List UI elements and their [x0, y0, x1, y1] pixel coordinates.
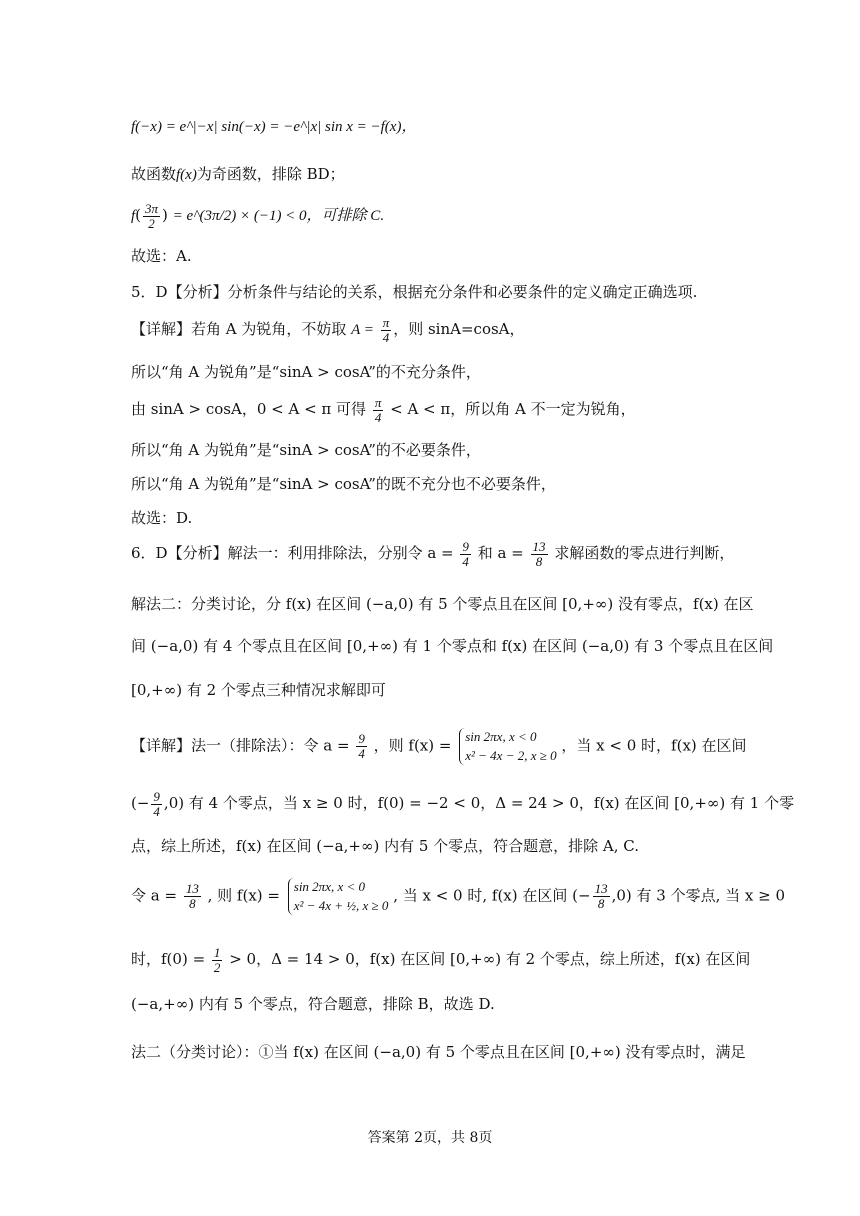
line-5: 5．D【分析】分析条件与结论的关系，根据充分条件和必要条件的定义确定正确选项.: [131, 283, 698, 301]
line-12: 6．D【分析】解法一：利用排除法，分别令 a = $\frac{9}{4}$ 和 a = $\frac{13}{8}$ 求解函数的零点进行判断，: [131, 539, 735, 569]
line-15: [0,+∞) 有 2 个零点三种情况求解即可: [131, 681, 386, 699]
page-footer: 答案第 2页，共 8页: [367, 1130, 493, 1146]
line-21: (−a,+∞) 内有 5 个零点，符合题意，排除 B，故选 D.: [131, 995, 495, 1013]
line-9: 所以“角 A 为锐角”是“sinA > cosA”的不必要条件，: [131, 441, 481, 459]
fraction: $\frac{\pi}{4}$: [382, 315, 390, 345]
line-3: f( $\frac{3\pi}{2}$ ) = e^(3π/2) × (−1) < 0，可排除 C.: [131, 201, 385, 231]
line-6: 【详解】若角 A 为锐角，不妨取 A = $\frac{\pi}{4}$ ，则 sinA=cosA，: [131, 315, 525, 345]
piecewise-function: sin 2πx, x < 0 x² − 4x + ½, x ≥ 0: [288, 878, 389, 915]
fraction: $\frac{1}{2}$: [213, 945, 221, 975]
fraction: $\frac{9}{4}$: [462, 539, 469, 569]
line-4: 故选：A.: [131, 247, 192, 265]
line-13: 解法二：分类讨论，分 f(x) 在区间 (−a,0) 有 5 个零点且在区间 [0,+∞) 没有零点，f(x) 在区: [131, 595, 754, 613]
line-18: 点，综上所述，f(x) 在区间 (−a,+∞) 内有 5 个零点，符合题意，排除 A, C.: [131, 837, 639, 855]
line-22: 法二（分类讨论）：①当 f(x) 在区间 (−a,0) 有 5 个零点且在区间 [0,+∞) 没有零点时，满足: [131, 1043, 746, 1061]
line-20: 时，f(0) = $\frac{1}{2}$ > 0，Δ = 14 > 0，f(x) 在区间 [0,+∞) 有 2 个零点，综上所述，f(x) 在区间: [131, 945, 751, 975]
line-17: (− $\frac{9}{4}$ ,0) 有 4 个零点，当 x ≥ 0 时，f(0) = −2 < 0，Δ = 24 > 0，f(x) 在区间 [0,+∞) 有 1 个零: [131, 789, 795, 819]
fraction: $\frac{\pi}{4}$: [374, 395, 382, 425]
line-16: 【详解】法一（排除法）：令 a = $\frac{9}{4}$ ，则 f(x) = sin 2πx, x < 0 x² − 4x − 2, x ≥ 0 ，当 x < 0 时，f(x) 在区间: [131, 728, 747, 765]
line-2: 故函数f(x)为奇函数，排除 BD；: [131, 165, 345, 183]
line-10: 所以“角 A 为锐角”是“sinA > cosA”的既不充分也不必要条件，: [131, 475, 556, 493]
line-11: 故选：D.: [131, 509, 193, 527]
fraction: $\frac{13}{8}$: [532, 539, 546, 569]
piecewise-function: sin 2πx, x < 0 x² − 4x − 2, x ≥ 0: [459, 728, 556, 765]
line-8: 由 sinA > cosA，0 < A < π 可得 $\frac{\pi}{4}$ < A < π，所以角 A 不一定为锐角，: [131, 395, 636, 425]
fraction: $\frac{3\pi}{2}$: [145, 201, 159, 231]
fraction: $\frac{13}{8}$: [185, 881, 199, 912]
fraction: $\frac{13}{8}$: [594, 881, 608, 912]
line-7: 所以“角 A 为锐角”是“sinA > cosA”的不充分条件，: [131, 363, 481, 381]
line-1: f(−x) = e^|−x| sin(−x) = −e^|x| sin x = −f(x)，: [131, 119, 417, 135]
fraction: $\frac{9}{4}$: [358, 731, 365, 762]
line-14: 间 (−a,0) 有 4 个零点且在区间 [0,+∞) 有 1 个零点和 f(x) 在区间 (−a,0) 有 3 个零点且在区间: [131, 637, 774, 655]
fraction: $\frac{9}{4}$: [153, 789, 160, 819]
line-19: 令 a = $\frac{13}{8}$ , 则 f(x) = sin 2πx, x < 0 x² − 4x + ½, x ≥ 0 , 当 x < 0 时, f(x) 在区间 (− $\frac{13}{8}$ ,0) 有 3 个零点, 当 x ≥ 0: [131, 878, 785, 915]
